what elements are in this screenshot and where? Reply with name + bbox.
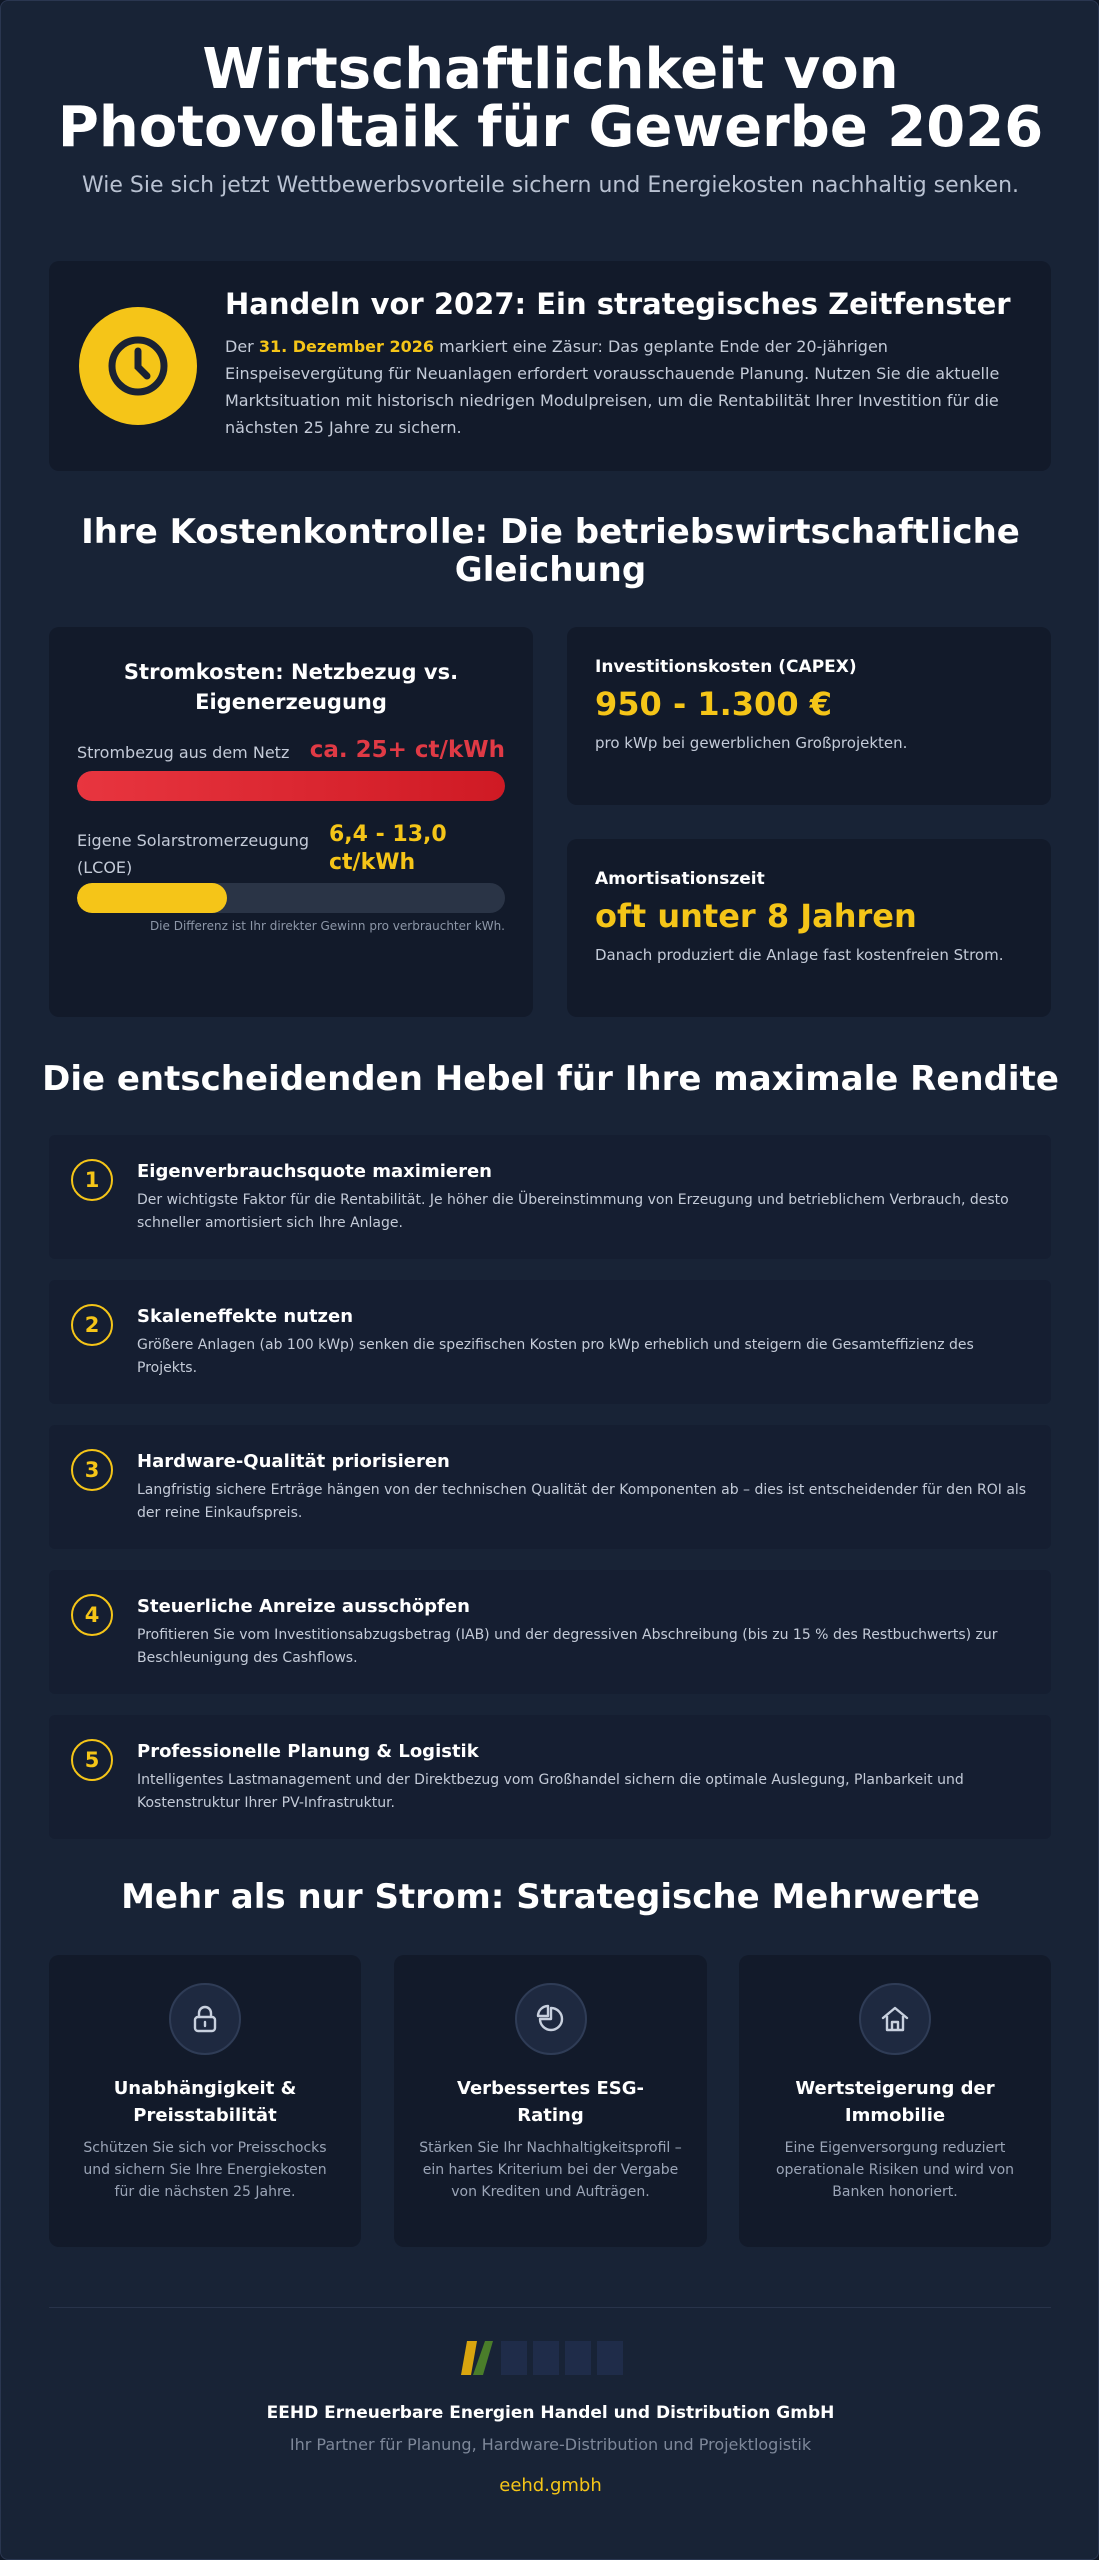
lever-item-5 (49, 1715, 1051, 1839)
capex-value: 950 - 1.300 € (595, 685, 832, 723)
levers-heading: Die entscheidenden Hebel für Ihre maximale Rendite (42, 1059, 1059, 1099)
grid-cost-value: ca. 25+ ct/kWh (309, 737, 505, 763)
home-icon (880, 2004, 910, 2034)
lever-description: Größere Anlagen (ab 100 kWp) senken die spezifischen Kosten pro kWp erheblich und steigern die Gesamteffizienz des Projekts. (137, 1337, 974, 1376)
footer-company: EEHD Erneuerbare Energien Handel und Distribution GmbH (266, 2403, 835, 2423)
cost-section-heading (1, 513, 1099, 589)
benefit-title-line-1: Unabhängigkeit & (113, 2078, 297, 2099)
cost-comparison-card (49, 627, 533, 1017)
grid-cost-bar-track (77, 771, 505, 801)
lever-number: 5 (71, 1739, 113, 1781)
lever-title: Hardware-Qualität priorisieren (137, 1451, 450, 1472)
page-title-line-2: Photovoltaik für Gewerbe 2026 (57, 95, 1044, 160)
benefit-description: Schützen Sie sich vor Preisschocks und sichern Sie Ihre Energiekosten für die nächsten 25 Jahre. (83, 2140, 327, 2200)
solar-cost-value-line-1: 6,4 - 13,0 (329, 822, 447, 847)
benefit-title (414, 2075, 687, 2129)
deadline-text-pre: Der (225, 337, 259, 356)
cost-section-heading-line-2: Gleichung (454, 550, 647, 590)
benefit-card-esg (394, 1955, 707, 2247)
payback-value: oft unter 8 Jahren (595, 897, 917, 935)
lever-item-2 (49, 1280, 1051, 1404)
deadline-text (225, 333, 1015, 441)
solar-cost-label-line-1: Eigene Solarstromerzeugung (77, 831, 310, 850)
lever-number: 4 (71, 1594, 113, 1636)
lever-description: Intelligentes Lastmanagement und der Direktbezug vom Großhandel sichern die optimale Auslegung, Planbarkeit und Kostenstruktur Ihrer PV-Infrastruktur. (137, 1772, 964, 1811)
lever-title: Skaleneffekte nutzen (137, 1306, 354, 1327)
benefit-card-property-value (739, 1955, 1051, 2247)
lever-item-1 (49, 1135, 1051, 1259)
benefit-title (759, 2075, 1031, 2129)
benefit-icon-badge (169, 1983, 241, 2055)
comparison-title (49, 657, 533, 717)
page-title-line-1: Wirtschaftlichkeit von (202, 37, 899, 102)
pie-chart-icon (536, 2004, 566, 2034)
clock-icon (105, 333, 171, 399)
page-subtitle: Wie Sie sich jetzt Wettbewerbsvorteile sichern und Energiekosten nachhaltig senken. (81, 173, 1020, 198)
deadline-icon-badge (79, 307, 197, 425)
deadline-card (49, 261, 1051, 471)
lever-title: Eigenverbrauchsquote maximieren (137, 1161, 492, 1182)
lever-title: Steuerliche Anreize ausschöpfen (137, 1596, 470, 1617)
solar-cost-bar-fill (77, 883, 227, 913)
benefit-title-line-1: Verbessertes ESG- (457, 2078, 644, 2099)
page-title (1, 37, 1099, 160)
deadline-title: Handeln vor 2027: Ein strategisches Zeitfenster (225, 287, 1011, 321)
lever-description: Profitieren Sie vom Investitionsabzugsbetrag (IAB) und der degressiven Abschreibung (bis zu 15 % des Restbuchwerts) zur Beschleunigung des Cashflows. (137, 1627, 998, 1666)
benefit-title-line-2: Preisstabilität (133, 2105, 277, 2126)
solar-cost-label (77, 827, 309, 881)
solar-cost-value-line-2: ct/kWh (329, 850, 416, 875)
capex-label: Investitionskosten (CAPEX) (595, 657, 857, 677)
lever-number: 1 (71, 1159, 113, 1201)
lever-title: Professionelle Planung & Logistik (137, 1741, 479, 1762)
lever-description: Der wichtigste Faktor für die Rentabilität. Je höher die Übereinstimmung von Erzeugung und betrieblichem Verbrauch, desto schneller amortisiert sich Ihre Anlage. (137, 1192, 1009, 1231)
deadline-text-post: markiert eine Zäsur: Das geplante Ende der 20-jährigen Einspeisevergütung für Neuanlagen erfordert vorausschauende Planung. Nutzen Sie die aktuelle Marktsituation mit historisch niedrigen Modulpreisen, um die Rentabilität Ihrer Investition für die nächsten 25 Jahre zu sichern. (225, 337, 1000, 437)
lever-item-4 (49, 1570, 1051, 1694)
footer-divider (49, 2307, 1051, 2308)
eehd-logo (459, 2335, 643, 2383)
lock-icon (190, 2004, 220, 2034)
solar-cost-label-line-2: (LCOE) (77, 858, 133, 877)
benefit-icon-badge (515, 1983, 587, 2055)
benefit-card-independence (49, 1955, 361, 2247)
comparison-title-line-2: Eigenerzeugung (195, 690, 387, 714)
solar-cost-value (329, 821, 447, 877)
grid-cost-bar-fill (77, 771, 505, 801)
lever-number: 3 (71, 1449, 113, 1491)
cost-section-heading-line-1: Ihre Kostenkontrolle: Die betriebswirtschaftliche (81, 512, 1020, 552)
benefit-title-line-1: Wertsteigerung der (795, 2078, 995, 2099)
deadline-date-highlight: 31. Dezember 2026 (258, 337, 435, 356)
payback-sub: Danach produziert die Anlage fast kostenfreien Strom. (595, 946, 1004, 964)
comparison-note: Die Differenz ist Ihr direkter Gewinn pro verbrauchter kWh. (149, 919, 505, 933)
benefit-description: Eine Eigenversorgung reduziert operationale Risiken und wird von Banken honoriert. (775, 2140, 1015, 2200)
solar-cost-bar-track (77, 883, 505, 913)
benefit-description: Stärken Sie Ihr Nachhaltigkeitsprofil – ein hartes Kriterium bei der Vergabe von Krediten und Aufträgen. (419, 2140, 682, 2200)
lever-item-3 (49, 1425, 1051, 1549)
footer-link[interactable]: eehd.gmbh (499, 2475, 602, 2496)
lever-description: Langfristig sichere Erträge hängen von der technischen Qualität der Komponenten ab – dies ist entscheidender für den ROI als der reine Einkaufspreis. (137, 1482, 1027, 1521)
comparison-title-line-1: Stromkosten: Netzbezug vs. (123, 660, 459, 684)
footer-tagline: Ihr Partner für Planung, Hardware-Distribution und Projektlogistik (289, 2435, 812, 2454)
benefit-icon-badge (859, 1983, 931, 2055)
capex-sub: pro kWp bei gewerblichen Großprojekten. (595, 734, 908, 752)
benefit-title (69, 2075, 341, 2129)
lever-number: 2 (71, 1304, 113, 1346)
capex-card (567, 627, 1051, 805)
grid-cost-label: Strombezug aus dem Netz (77, 743, 290, 762)
benefit-title-line-2: Immobilie (844, 2105, 946, 2126)
payback-label: Amortisationszeit (595, 869, 765, 889)
benefits-heading: Mehr als nur Strom: Strategische Mehrwerte (121, 1877, 980, 1917)
benefit-title-line-2: Rating (517, 2105, 584, 2126)
payback-card (567, 839, 1051, 1017)
